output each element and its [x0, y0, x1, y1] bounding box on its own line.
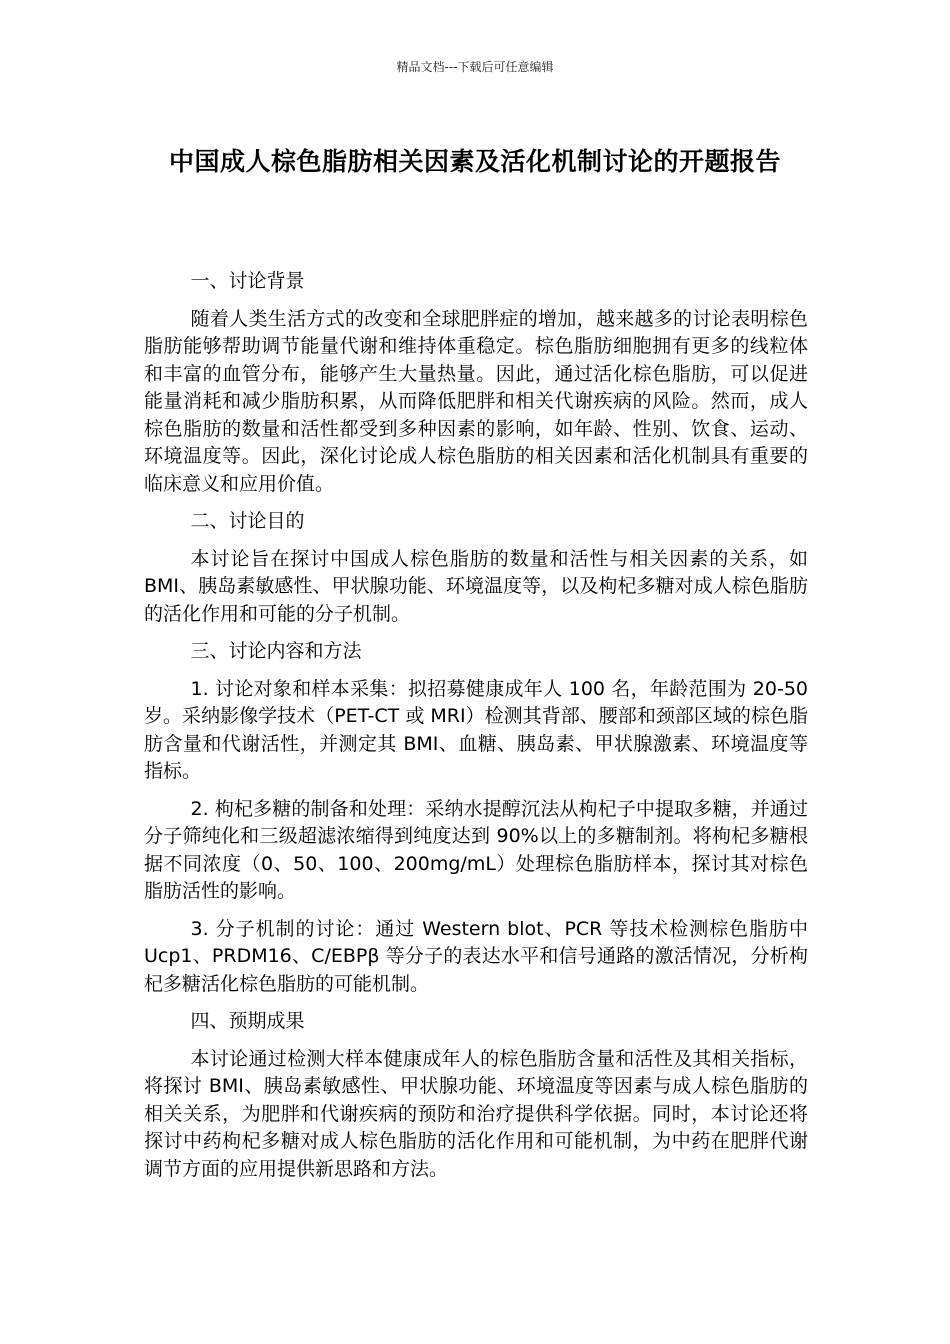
paragraph-methods-polysaccharide: 2. 枸杞多糖的制备和处理：采纳水提醇沉法从枸杞子中提取多糖，并通过分子筛纯化和三级超滤浓缩得到纯度达到 90%以上的多糖制剂。将枸杞多糖根据不同浓度（0、50、100、200mg/mL）处理棕色脂肪样本，探讨其对棕色脂肪活性的影响。: [144, 797, 808, 902]
section-heading-background: 一、讨论背景: [190, 270, 305, 292]
header-note: 精品文档---下载后可任意编辑: [396, 60, 554, 74]
paragraph-methods-mechanism: 3. 分子机制的讨论：通过 Western blot、PCR 等技术检测棕色脂肪中 Ucp1、PRDM16、C/EBPβ 等分子的表达水平和信号通路的激活情况，分析枸杞多糖活化棕色脂肪的可能机制。: [144, 917, 808, 995]
section-heading-methods: 三、讨论内容和方法: [190, 640, 362, 662]
paragraph-purpose: 本讨论旨在探讨中国成人棕色脂肪的数量和活性与相关因素的关系，如 BMI、胰岛素敏感性、甲状腺功能、环境温度等，以及枸杞多糖对成人棕色脂肪的活化作用和可能的分子机制。: [144, 547, 808, 625]
paragraph-background: 随着人类生活方式的改变和全球肥胖症的增加，越来越多的讨论表明棕色脂肪能够帮助调节能量代谢和维持体重稳定。棕色脂肪细胞拥有更多的线粒体和丰富的血管分布，能够产生大量热量。因此，通过活化棕色脂肪，可以促进能量消耗和减少脂肪积累，从而降低肥胖和相关代谢疾病的风险。然而，成人棕色脂肪的数量和活性都受到多种因素的影响，如年龄、性别、饮食、运动、环境温度等。因此，深化讨论成人棕色脂肪的相关因素和活化机制具有重要的临床意义和应用价值。: [144, 307, 808, 495]
document-body: [144, 268, 808, 1193]
section-heading-outcomes: 四、预期成果: [190, 1010, 305, 1032]
paragraph-outcomes: 本讨论通过检测大样本健康成年人的棕色脂肪含量和活性及其相关指标，将探讨 BMI、胰岛素敏感性、甲状腺功能、环境温度等因素与成人棕色脂肪的相关关系，为肥胖和代谢疾病的预防和治疗提供科学依据。同时，本讨论还将探讨中药枸杞多糖对成人棕色脂肪的活化作用和可能机制，为中药在肥胖代谢调节方面的应用提供新思路和方法。: [144, 1047, 808, 1180]
paragraph-methods-subjects: 1. 讨论对象和样本采集：拟招募健康成年人 100 名，年龄范围为 20-50 岁。采纳影像学技术（PET-CT 或 MRI）检测其背部、腰部和颈部区域的棕色脂肪含量和代谢活性，并测定其 BMI、血糖、胰岛素、甲状腺激素、环境温度等指标。: [144, 677, 808, 782]
section-heading-purpose: 二、讨论目的: [190, 510, 305, 532]
document-title: 中国成人棕色脂肪相关因素及活化机制讨论的开题报告: [168, 147, 781, 176]
